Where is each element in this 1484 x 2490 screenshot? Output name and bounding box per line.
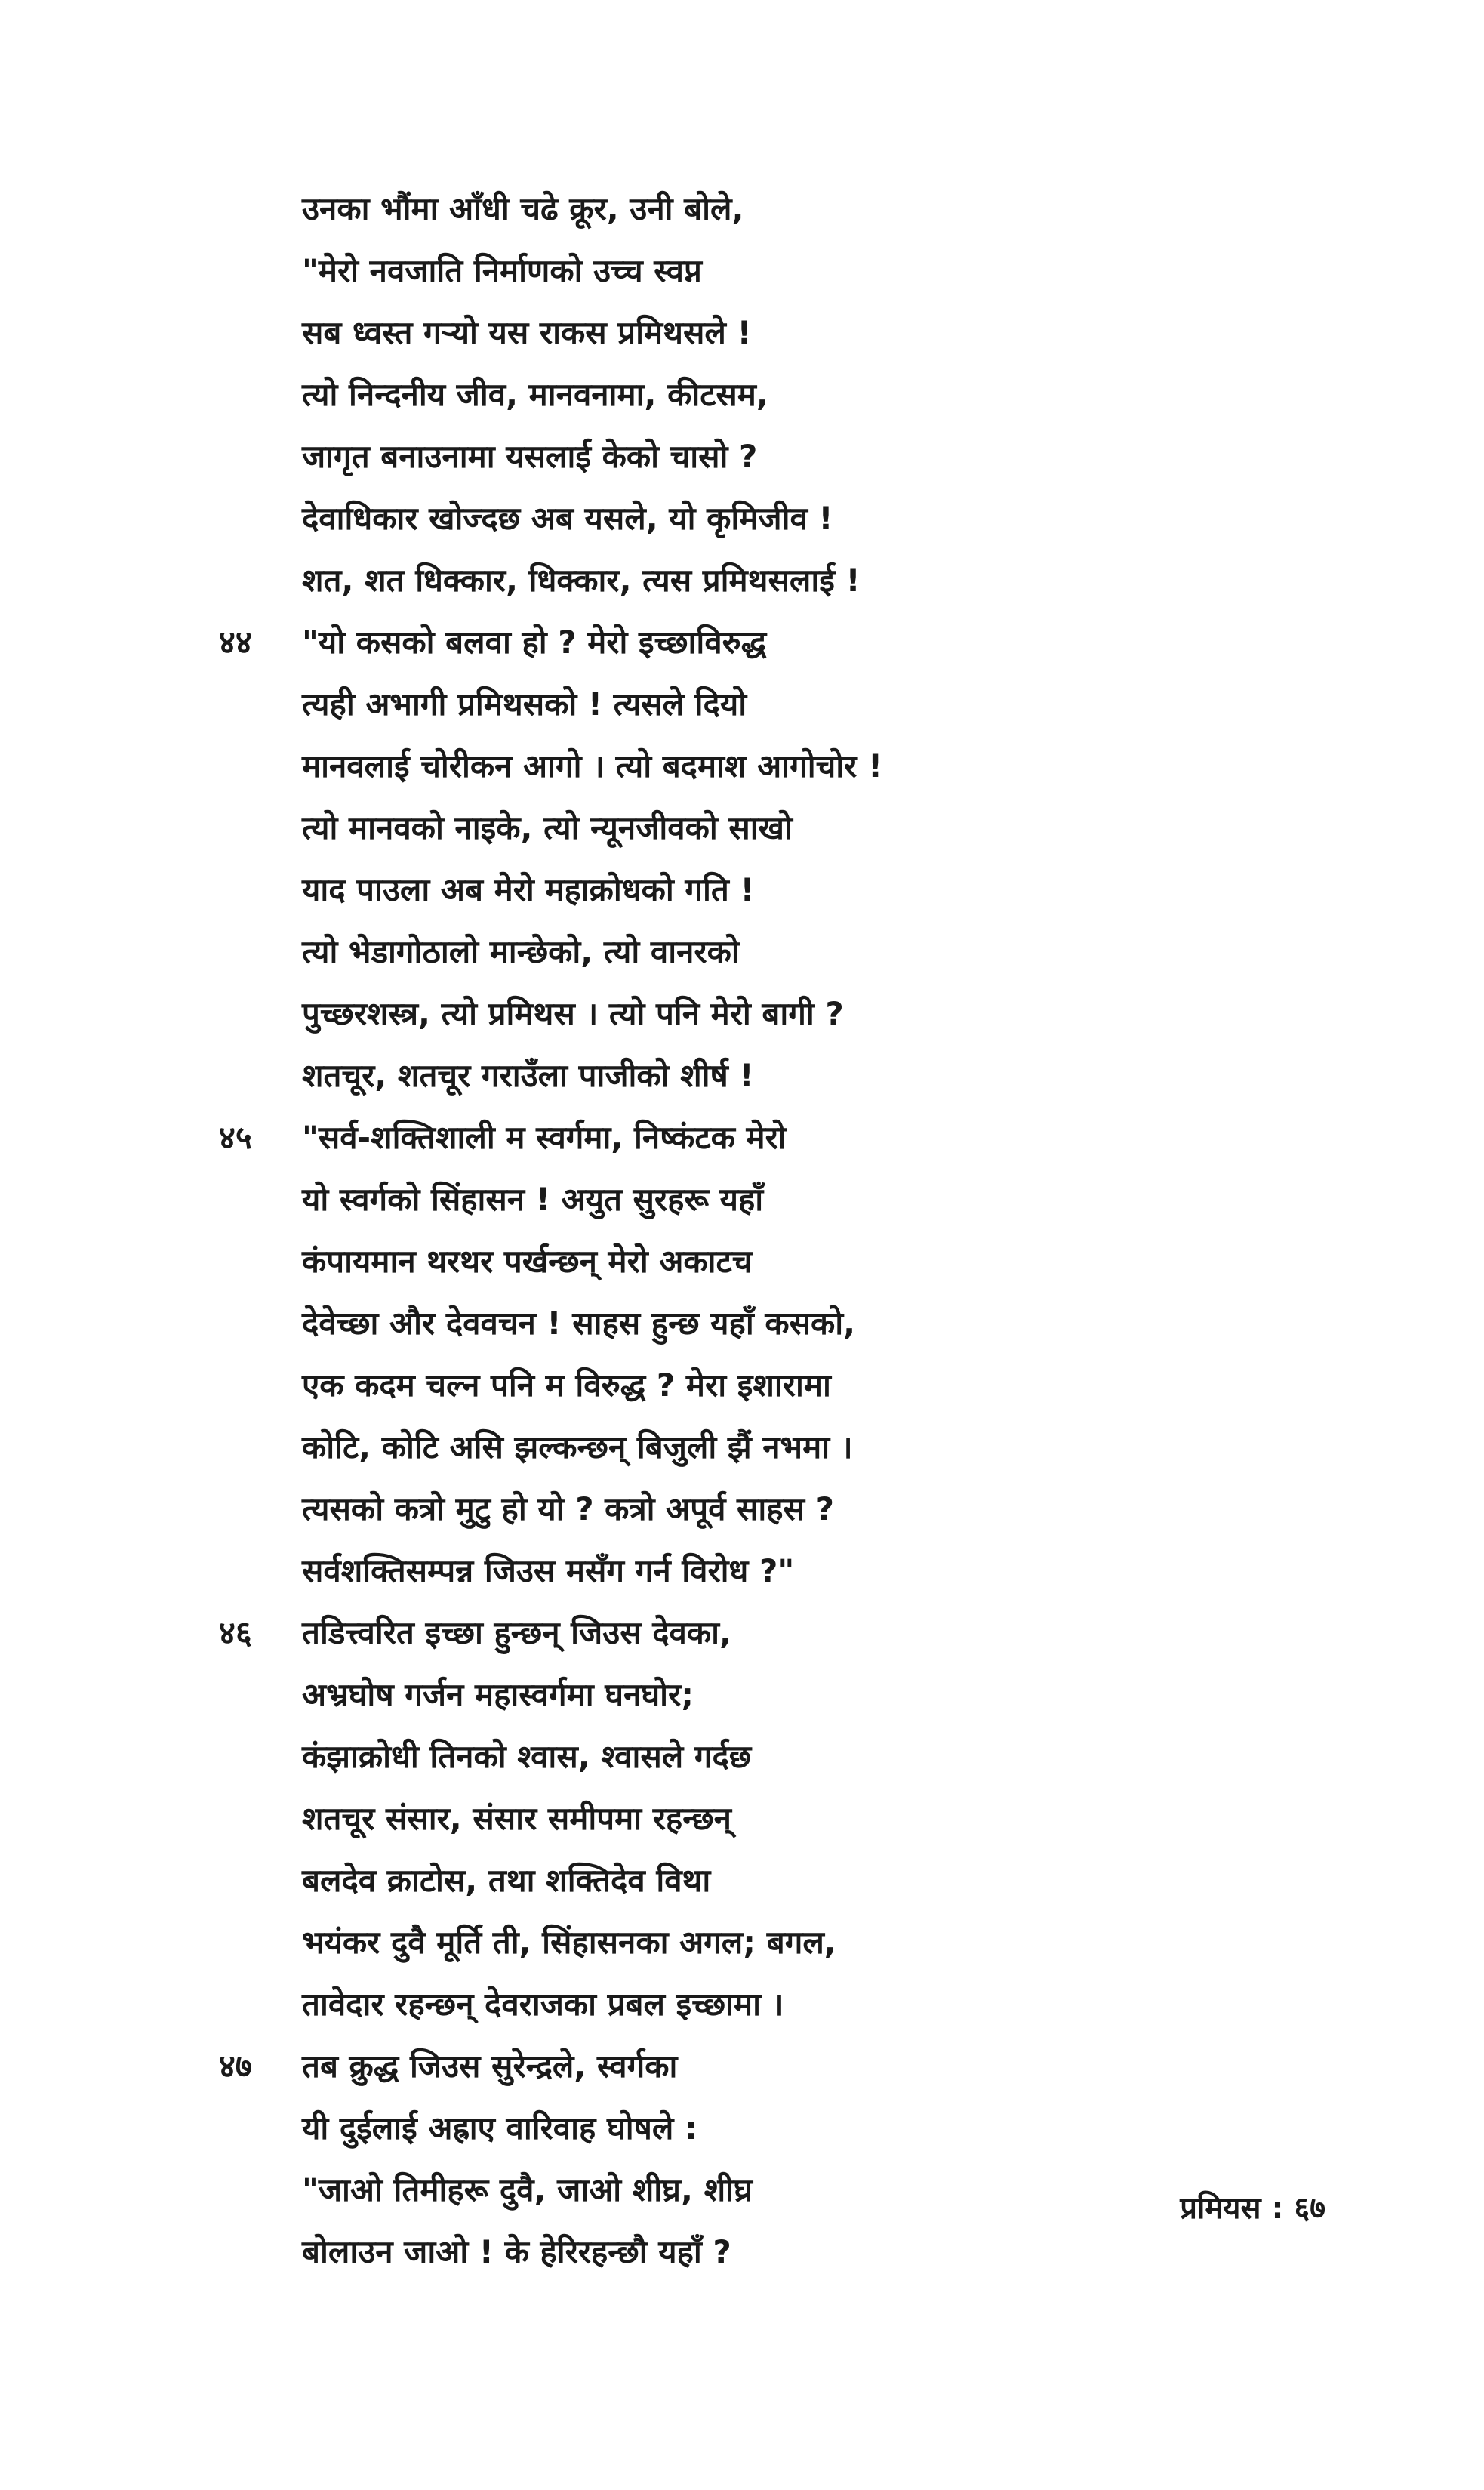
poem-line: याद पाउला अब मेरो महाक्रोधको गति !: [302, 871, 755, 908]
poem-line: तावेदार रहन्छन् देवराजका प्रबल इच्छामा ।: [302, 1986, 784, 2023]
poem-line: भयंकर दुवै मूर्ति ती, सिंहासनका अगल; बगल,: [302, 1924, 836, 1961]
poem-line: कंपायमान थरथर पर्खन्छन् मेरो अकाटच: [302, 1243, 753, 1280]
poem-line: "सर्व-शक्तिशाली म स्वर्गमा, निष्कंटक मेरो: [302, 1119, 787, 1156]
poem-line: सर्वशक्तिसम्पन्न जिउस मसँग गर्न विरोध ?": [302, 1552, 795, 1589]
poem-line: त्यसको कत्रो मुटु हो यो ? कत्रो अपूर्व साहस ?: [302, 1490, 834, 1527]
poem-line: "जाओ तिमीहरू दुवै, जाओ शीघ्र, शीघ्र: [302, 2171, 753, 2208]
poem-line: जागृत बनाउनामा यसलाई केको चासो ?: [302, 438, 758, 475]
poem-line: अभ्रघोष गर्जन महास्वर्गमा घनघोर;: [302, 1676, 694, 1713]
verse-lines: [302, 1602, 1283, 2035]
poem-line: शत, शत धिक्कार, धिक्कार, त्यस प्रमिथसलाई !: [302, 562, 861, 599]
poem-line: यी दुईलाई अह्राए वारिवाह घोषले :: [302, 2109, 697, 2146]
poem-line: उनका भौंमा आँधी चढे क्रूर, उनी बोले,: [302, 190, 744, 227]
poem-line: मानवलाई चोरीकन आगो । त्यो बदमाश आगोचोर !: [302, 747, 883, 784]
poem-line: शतचूर, शतचूर गराउँला पाजीको शीर्ष !: [302, 1057, 754, 1094]
page-footer: [1180, 2186, 1325, 2231]
poem-line: एक कदम चल्न पनि म विरुद्ध ? मेरा इशारामा: [302, 1367, 831, 1404]
verse-lines: [302, 1107, 1283, 1602]
running-title: प्रमियस: [1180, 2191, 1261, 2226]
poem-line: त्यो मानवको नाइके, त्यो न्यूनजीवको साखो: [302, 809, 793, 846]
verse-number: ४५: [219, 1119, 252, 1156]
poem-line: सब ध्वस्त गऱ्यो यस राकस प्रमिथसले !: [302, 314, 752, 351]
footer-separator: :: [1271, 2191, 1284, 2226]
poem-line: यो स्वर्गको सिंहासन ! अयुत सुरहरू यहाँ: [302, 1181, 764, 1218]
poem-line: त्यही अभागी प्रमिथसको ! त्यसले दियो: [302, 686, 747, 723]
poem-line: कोटि, कोटि असि झल्कन्छन् बिजुली झैं नभमा ।: [302, 1428, 853, 1465]
poem-line: "मेरो नवजाति निर्माणको उच्च स्वप्न: [302, 252, 702, 289]
poem-line: तडित्त्वरित इच्छा हुन्छन् जिउस देवका,: [302, 1614, 731, 1651]
poem-line: देवेच्छा और देववचन ! साहस हुन्छ यहाँ कसको,: [302, 1305, 856, 1342]
poem-line: देवाधिकार खोज्दछ अब यसले, यो कृमिजीव !: [302, 500, 833, 537]
poem-line: बोलाउन जाओ ! के हेरिरहन्छौ यहाँ ?: [302, 2233, 731, 2270]
poem-line: त्यो निन्दनीय जीव, मानवनामा, कीटसम,: [302, 376, 768, 413]
verse-number: ४४: [219, 624, 252, 661]
poem-line: कंझाक्रोधी तिनको श्वास, श्वासले गर्दछ: [302, 1738, 752, 1775]
poem-line: त्यो भेडागोठालो मान्छेको, त्यो वानरको: [302, 933, 740, 970]
verse-lines: [302, 2035, 1283, 2283]
intro-stanza: [302, 178, 1283, 612]
poem-line: शतचूर संसार, संसार समीपमा रहन्छन्: [302, 1800, 731, 1837]
poem-line: "यो कसको बलवा हो ? मेरो इच्छाविरुद्ध: [302, 624, 767, 661]
poem-line: तब क्रुद्ध जिउस सुरेन्द्रले, स्वर्गका: [302, 2048, 678, 2085]
verse-lines: [302, 612, 1283, 1107]
poem-line: पुच्छरशस्त्र, त्यो प्रमिथस । त्यो पनि मेरो बागी ?: [302, 995, 844, 1032]
verse-number: ४७: [219, 2048, 252, 2085]
verse-number: ४६: [219, 1614, 252, 1651]
page-number: ६७: [1294, 2191, 1325, 2226]
poem-line: बलदेव क्राटोस, तथा शक्तिदेव विथा: [302, 1862, 711, 1899]
